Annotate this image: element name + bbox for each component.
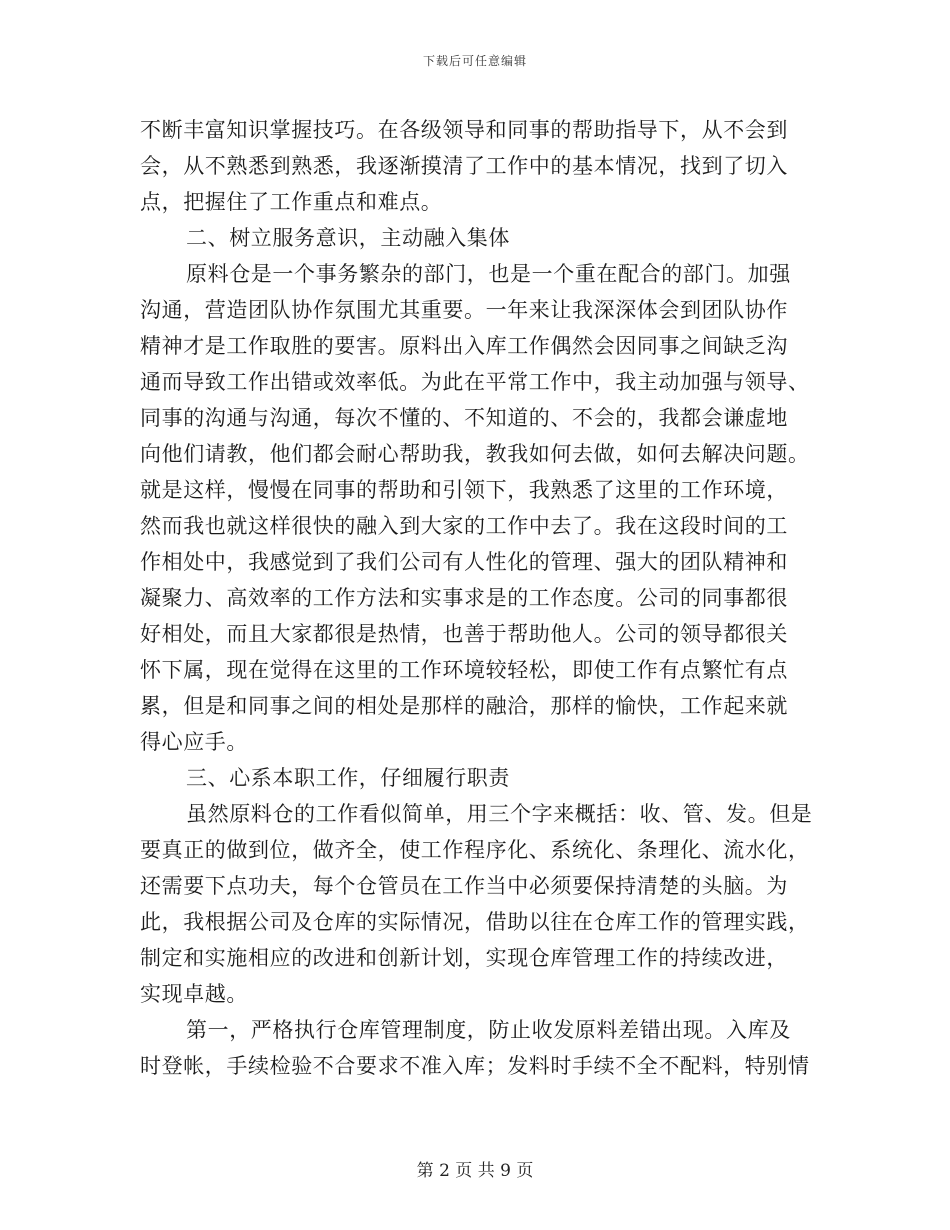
page-footer: 第 2 页 共 9 页 — [416, 1161, 534, 1181]
text-line: 实现卓越。 — [140, 982, 248, 1006]
text-line: 通而导致工作出错或效率低。为此在平常工作中，我主动加强与领导、 — [140, 370, 810, 394]
text-line: 会，从不熟悉到熟悉，我逐渐摸清了工作中的基本情况，找到了切入 — [140, 154, 788, 178]
text-line: 怀下属，现在觉得在这里的工作环境较轻松，即使工作有点繁忙有点 — [140, 658, 788, 682]
text-line: 时登帐，手续检验不合要求不准入库；发料时手续不全不配料，特别情 — [140, 1054, 810, 1078]
text-line: 累，但是和同事之间的相处是那样的融洽，那样的愉快，工作起来就 — [140, 694, 788, 718]
text-line: 原料仓是一个事务繁杂的部门，也是一个重在配合的部门。加强 — [186, 262, 791, 286]
text-line: 凝聚力、高效率的工作方法和实事求是的工作态度。公司的同事都很 — [140, 586, 788, 610]
text-line: 精神才是工作取胜的要害。原料出入库工作偶然会因同事之间缺乏沟 — [140, 334, 788, 358]
text-line: 向他们请教，他们都会耐心帮助我，教我如何去做，如何去解决问题。 — [140, 442, 810, 466]
text-line: 制定和实施相应的改进和创新计划，实现仓库管理工作的持续改进， — [140, 946, 788, 970]
text-line: 虽然原料仓的工作看似简单，用三个字来概括：收、管、发。但是 — [186, 802, 813, 826]
text-line: 三、心系本职工作，仔细履行职责 — [186, 766, 510, 790]
text-line: 沟通，营造团队协作氛围尤其重要。一年来让我深深体会到团队协作 — [140, 298, 788, 322]
text-line: 点，把握住了工作重点和难点。 — [140, 190, 443, 214]
text-line: 不断丰富知识掌握技巧。在各级领导和同事的帮助指导下，从不会到 — [140, 118, 788, 142]
document-body — [140, 112, 813, 1084]
text-line: 第一，严格执行仓库管理制度，防止收发原料差错出现。入库及 — [186, 1018, 791, 1042]
text-line: 还需要下点功夫，每个仓管员在工作当中必须要保持清楚的头脑。为 — [140, 874, 788, 898]
text-line: 就是这样，慢慢在同事的帮助和引领下，我熟悉了这里的工作环境， — [140, 478, 788, 502]
text-line: 二、树立服务意识，主动融入集体 — [186, 226, 510, 250]
text-line: 好相处，而且大家都很是热情，也善于帮助他人。公司的领导都很关 — [140, 622, 788, 646]
text-line: 同事的沟通与沟通，每次不懂的、不知道的、不会的，我都会谦虚地 — [140, 406, 788, 430]
page-header: 下载后可任意编辑 — [422, 54, 527, 68]
text-line: 作相处中，我感觉到了我们公司有人性化的管理、强大的团队精神和 — [140, 550, 788, 574]
text-line: 得心应手。 — [140, 730, 248, 754]
text-line: 要真正的做到位，做齐全，使工作程序化、系统化、条理化、流水化， — [140, 838, 810, 862]
text-line: 此，我根据公司及仓库的实际情况，借助以往在仓库工作的管理实践， — [140, 910, 810, 934]
text-line: 然而我也就这样很快的融入到大家的工作中去了。我在这段时间的工 — [140, 514, 788, 538]
